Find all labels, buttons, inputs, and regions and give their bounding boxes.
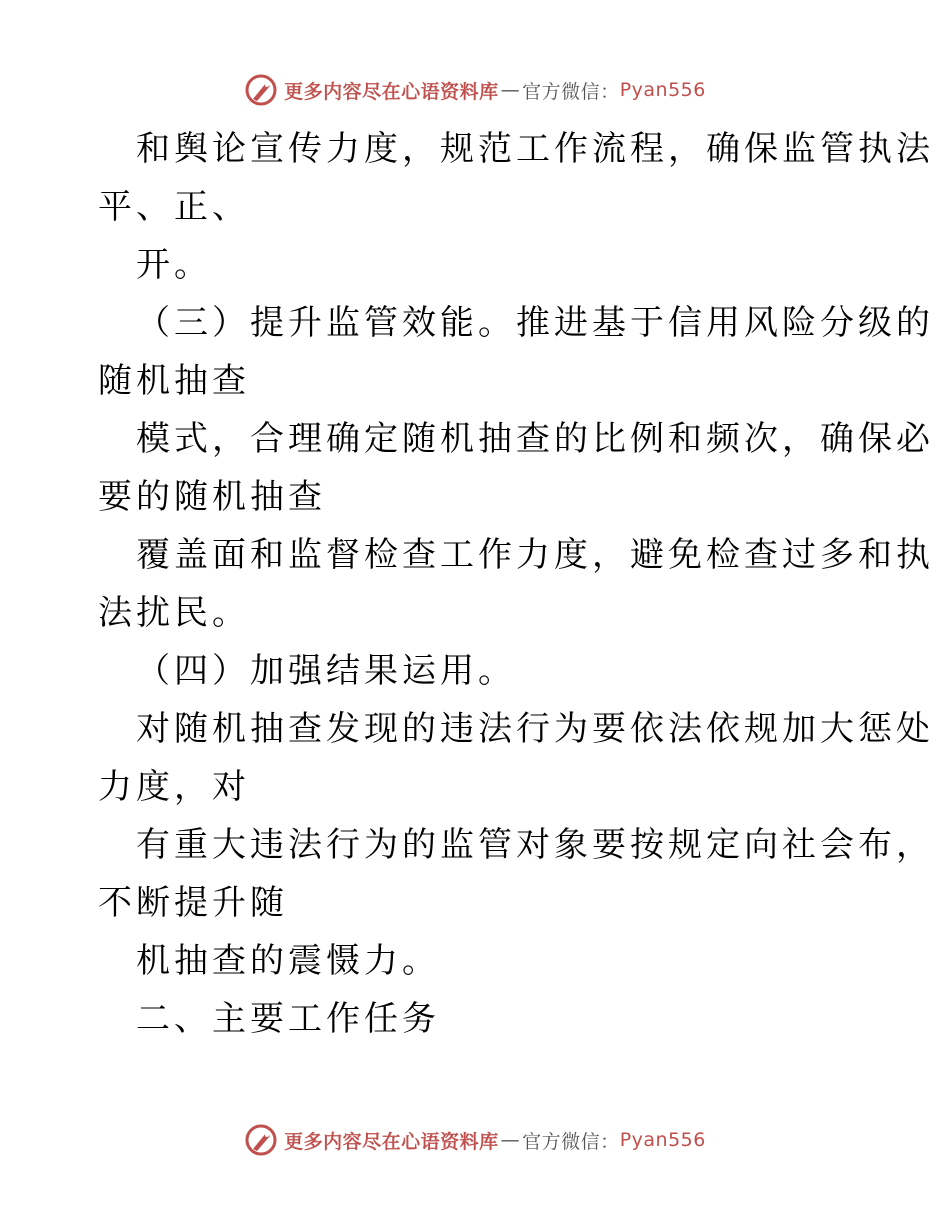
- watermark-text: 更多内容尽在心语资料库: [284, 1130, 499, 1153]
- watermark-wechat-id: Pyan556: [619, 79, 706, 101]
- watermark-separator: —: [500, 1129, 521, 1151]
- watermark-separator: —: [500, 79, 521, 101]
- watermark-wechat-id: Pyan556: [619, 1129, 706, 1151]
- text-line: 有重大违法行为的监管对象要按规定向社会布，: [136, 825, 934, 865]
- text-line: 开。: [136, 245, 212, 285]
- text-line: （三）提升监管效能。推进基于信用风险分级的: [136, 303, 934, 343]
- text-line: 对随机抽查发现的违法行为要依法依规加大惩处: [136, 709, 934, 749]
- text-line: 随机抽查: [98, 361, 250, 401]
- pen-logo-icon: [244, 1123, 278, 1157]
- text-line: （四）加强结果运用。: [136, 651, 516, 691]
- text-line: 力度，对: [98, 767, 250, 807]
- document-body: [98, 120, 934, 1048]
- text-line: 不断提升随: [98, 883, 288, 923]
- text-line: 覆盖面和监督检查工作力度，避免检查过多和执: [136, 535, 934, 575]
- footer-watermark: [0, 1120, 950, 1160]
- section-heading: 二、主要工作任务: [136, 999, 440, 1039]
- text-line: 模式，合理确定随机抽查的比例和频次，确保必: [136, 419, 934, 459]
- text-line: 平、正、: [98, 187, 250, 227]
- text-line: 和舆论宣传力度，规范工作流程，确保监管执法: [136, 129, 934, 169]
- header-watermark: [0, 70, 950, 110]
- text-line: 法扰民。: [98, 593, 250, 633]
- text-line: 要的随机抽查: [98, 477, 326, 517]
- watermark-text: 更多内容尽在心语资料库: [284, 80, 499, 103]
- pen-logo-icon: [244, 73, 278, 107]
- watermark-official-label: 官方微信：: [522, 1130, 620, 1153]
- watermark-official-label: 官方微信：: [522, 80, 620, 103]
- text-line: 机抽查的震慑力。: [136, 941, 440, 981]
